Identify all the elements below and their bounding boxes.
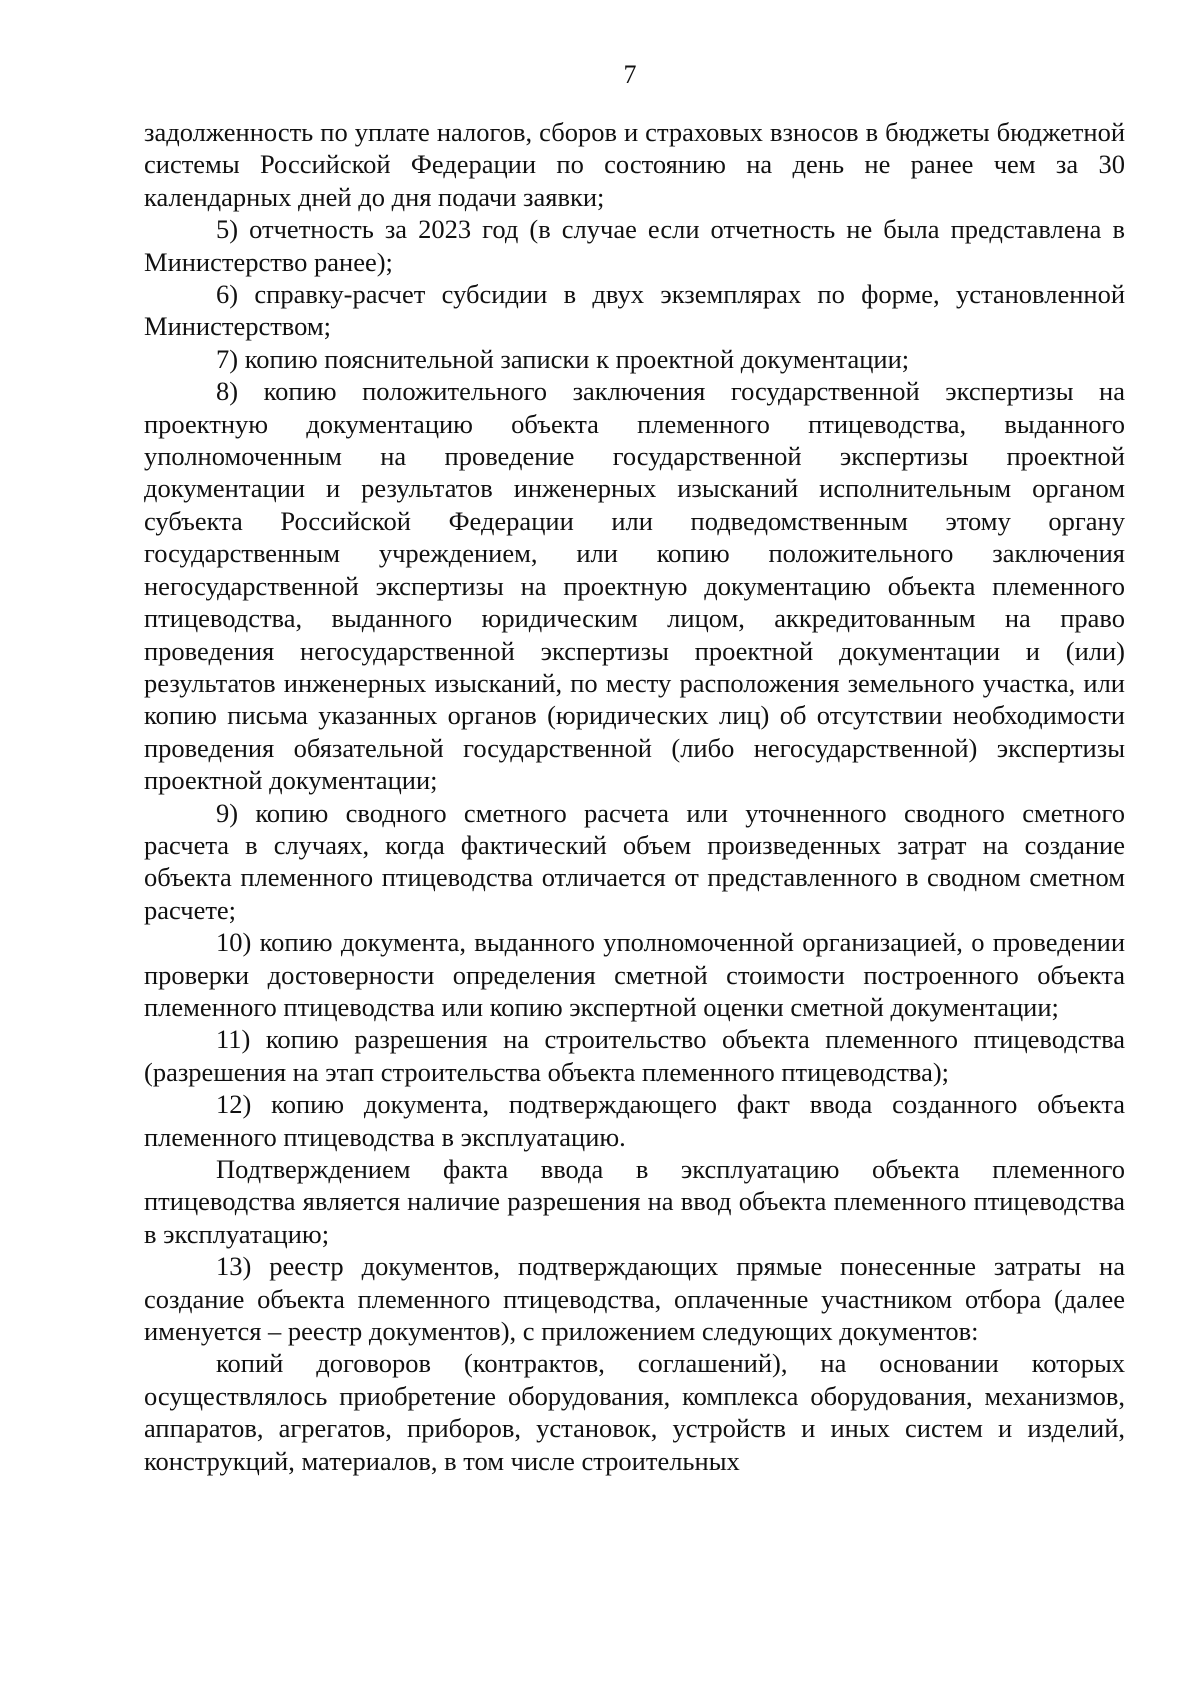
paragraph: копий договоров (контрактов, соглашений), на основании которых осуществлялось приобретение оборудования, комплекса оборудования, механизмов, аппаратов, агрегатов, приборов, установок, устройств и иных систем и изделий, конструкций, материалов, в том числе строительных (144, 1348, 1125, 1476)
paragraph: 12) копию документа, подтверждающего факт ввода созданного объекта племенного птицеводства в эксплуатацию. (144, 1089, 1125, 1152)
paragraph: Подтверждением факта ввода в эксплуатацию объекта племенного птицеводства является наличие разрешения на ввод объекта племенного птицеводства в эксплуатацию; (144, 1154, 1125, 1249)
paragraph: 6) справку-расчет субсидии в двух экземплярах по форме, установленной Министерством; (144, 279, 1125, 342)
paragraph: задолженность по уплате налогов, сборов и страховых взносов в бюджеты бюджетной системы Российской Федерации по состоянию на день не ранее чем за 30 календарных дней до дня подачи заявки; (144, 117, 1125, 212)
paragraph: 13) реестр документов, подтверждающих прямые понесенные затраты на создание объекта племенного птицеводства, оплаченные участником отбора (далее именуется – реестр документов), с приложением следующих документов: (144, 1251, 1125, 1347)
page-number: 7 (623, 60, 637, 89)
paragraph: 10) копию документа, выданного уполномоченной организацией, о проведении проверки достоверности определения сметной стоимости построенного объекта племенного птицеводства или копию экспертной оценки сметной документации; (144, 927, 1125, 1022)
paragraph: 5) отчетность за 2023 год (в случае если отчетность не была представлена в Министерство ранее); (144, 214, 1125, 277)
paragraph: 11) копию разрешения на строительство объекта племенного птицеводства (разрешения на этап строительства объекта племенного птицеводства); (144, 1024, 1125, 1087)
paragraph: 8) копию положительного заключения государственной экспертизы на проектную документацию объекта племенного птицеводства, выданного уполномоченным на проведение государственной экспертизы проектной документации и результатов инженерных изысканий исполнительным органом субъекта Российской Федерации или подведомственным этому органу государственным учреждением, или копию положительного заключения негосударственной экспертизы на проектную документацию объекта племенного птицеводства, выданного юридическим лицом, аккредитованным на право проведения негосударственной экспертизы проектной документации и (или) результатов инженерных изысканий, по месту расположения земельного участка, или копию письма указанных органов (юридических лиц) об отсутствии необходимости проведения обязательной государственной (либо негосударственной) экспертизы проектной документации; (144, 376, 1125, 796)
document-body (144, 116, 1125, 1477)
paragraph: 7) копию пояснительной записки к проектной документации; (216, 343, 910, 374)
paragraph: 9) копию сводного сметного расчета или уточненного сводного сметного расчета в случаях, когда фактический объем произведенных затрат на создание объекта племенного птицеводства отличается от представленного в сводном сметном расчете; (144, 797, 1125, 925)
